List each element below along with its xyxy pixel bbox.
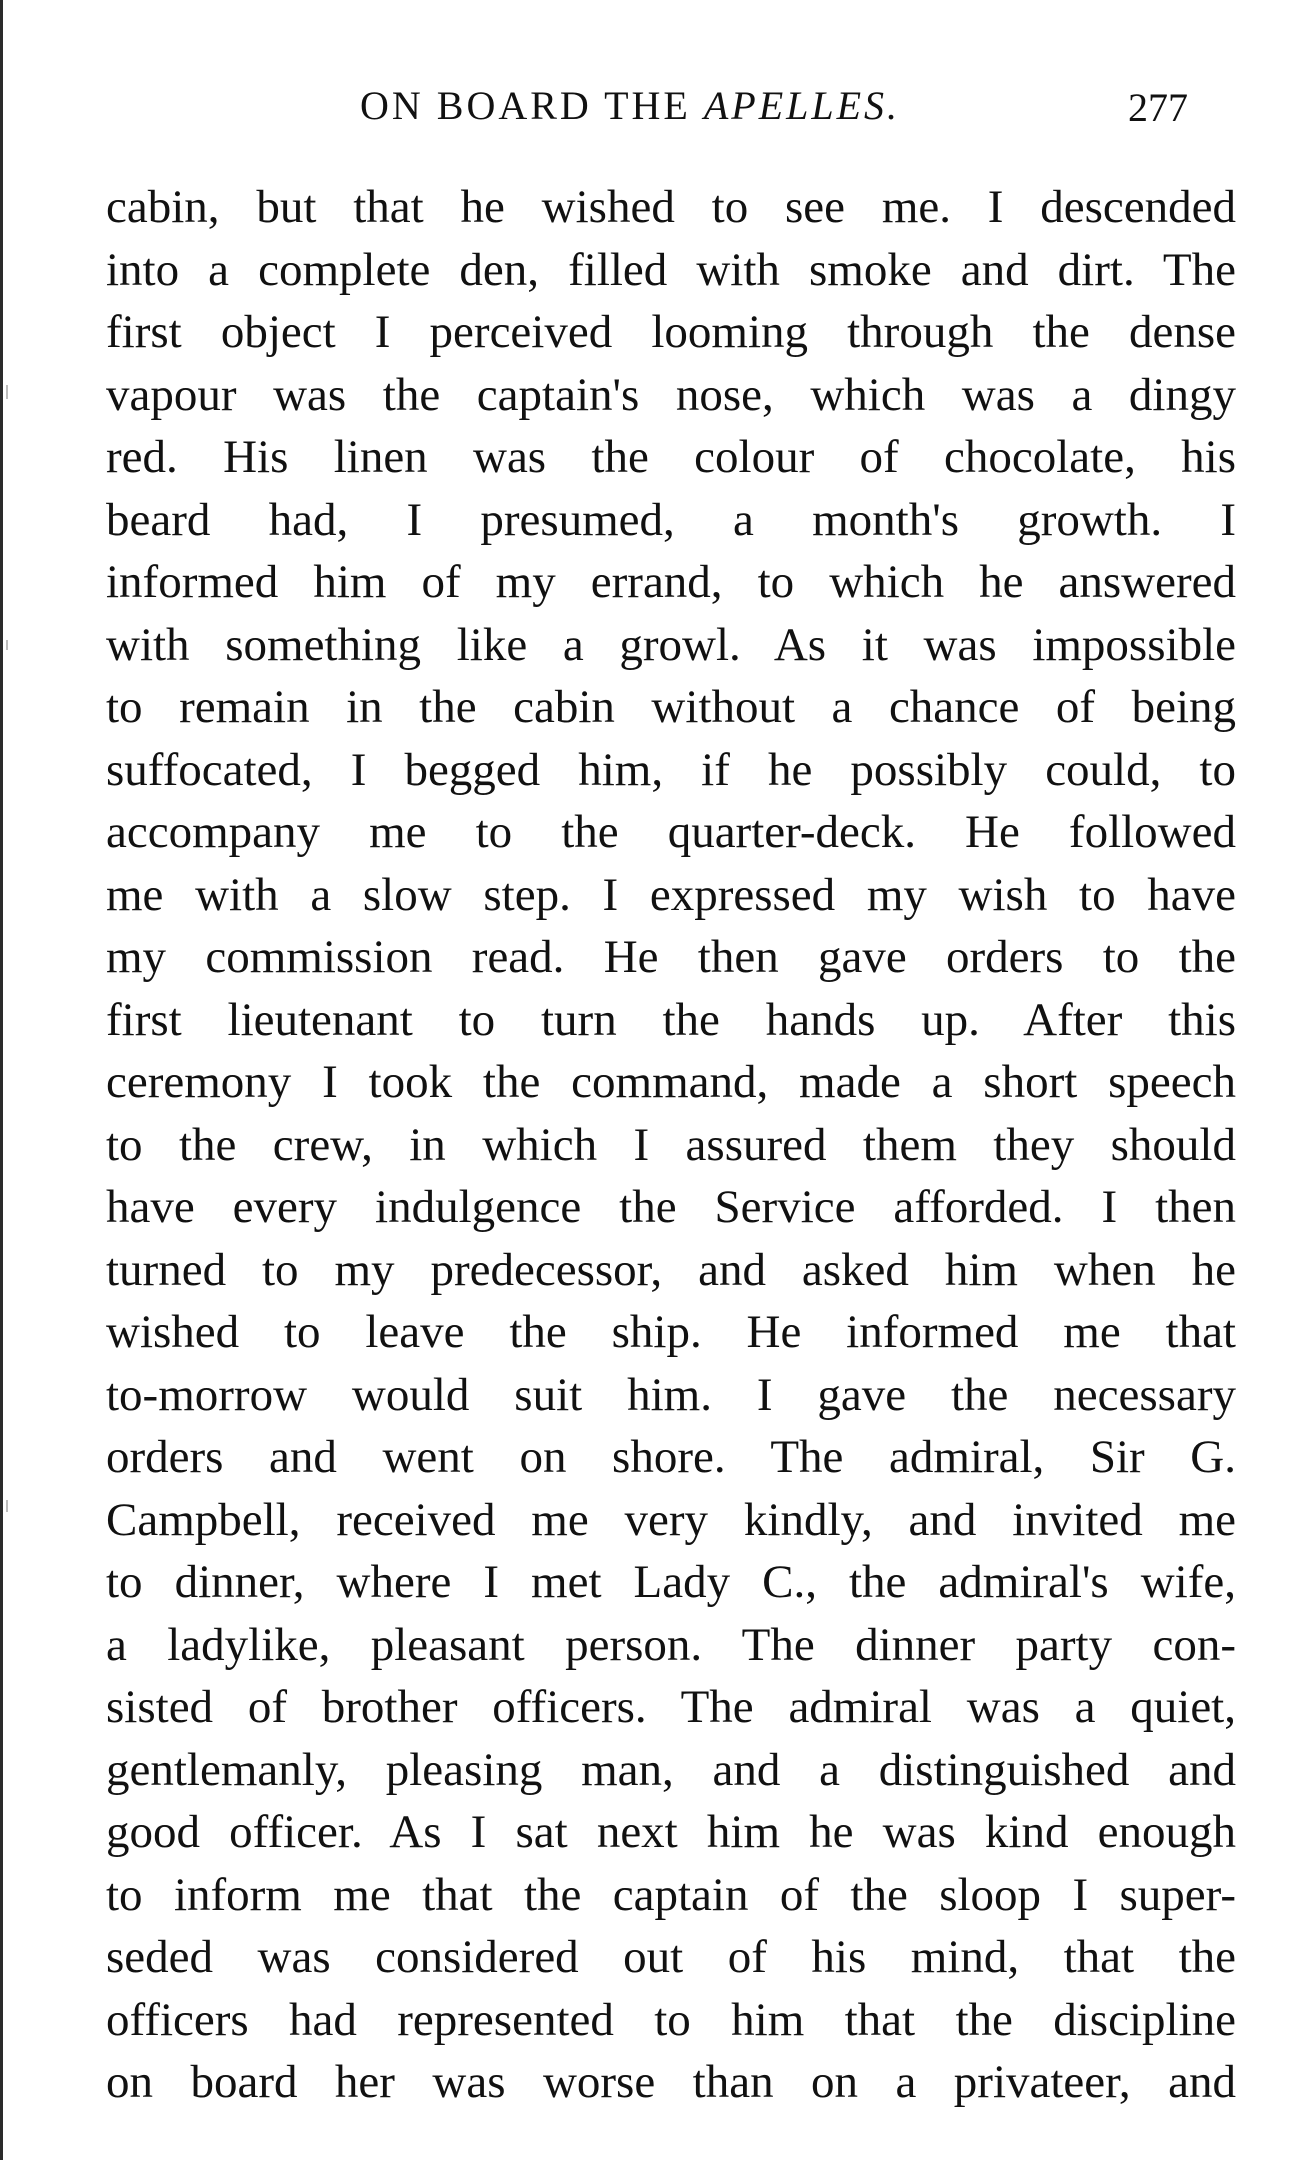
text-line: wished to leave the ship. He informed me that (106, 1306, 1236, 1358)
body-text (106, 176, 1236, 2114)
text-line: first lieutenant to turn the hands up. After this (106, 993, 1236, 1046)
text-line: sisted of brother officers. The admiral was a quiet, (106, 1681, 1236, 1733)
text-line: officers had represented to him that the discipline (106, 1993, 1236, 2046)
running-head-prefix: ON BOARD THE (360, 83, 704, 128)
text-line: to-morrow would suit him. I gave the necessary (106, 1368, 1236, 1421)
text-line: vapour was the captain's nose, which was a dingy (106, 368, 1236, 421)
text-line: with something like a growl. As it was impossible (106, 618, 1236, 671)
text-line: to the crew, in which I assured them they should (106, 1118, 1236, 1171)
text-line: orders and went on shore. The admiral, Sir G. (106, 1431, 1236, 1483)
text-line: gentlemanly, pleasing man, and a distinguished and (106, 1743, 1236, 1796)
text-line: my commission read. He then gave orders to the (106, 931, 1236, 983)
text-line: a ladylike, pleasant person. The dinner party con- (106, 1618, 1236, 1671)
text-line: seded was considered out of his mind, that the (106, 1931, 1236, 1983)
page-edge-line (0, 0, 3, 2160)
text-line: turned to my predecessor, and asked him when he (106, 1243, 1236, 1296)
running-head-ship-name: APELLES. (703, 83, 901, 128)
margin-speck (6, 640, 8, 650)
text-line: Campbell, received me very kindly, and invited me (106, 1493, 1236, 1546)
margin-speck (6, 1500, 8, 1512)
text-line: cabin, but that he wished to see me. I descended (106, 181, 1236, 233)
text-line: informed him of my errand, to which he answered (106, 556, 1236, 608)
page-header (0, 82, 1302, 142)
text-line: beard had, I presumed, a month's growth. I (106, 493, 1236, 546)
text-line: first object I perceived looming through the dense (106, 306, 1236, 358)
margin-speck (6, 385, 8, 399)
text-line: red. His linen was the colour of chocolate, his (106, 431, 1236, 483)
page-number: 277 (1128, 85, 1188, 130)
text-line: to remain in the cabin without a chance of being (106, 681, 1236, 733)
text-line: suffocated, I begged him, if he possibly could, to (106, 743, 1236, 796)
text-line: have every indulgence the Service afforded. I then (106, 1181, 1236, 1233)
text-line: me with a slow step. I expressed my wish to have (106, 868, 1236, 921)
text-line: ceremony I took the command, made a short speech (106, 1056, 1236, 1108)
text-line: into a complete den, filled with smoke and dirt. The (106, 243, 1236, 296)
text-line: to inform me that the captain of the sloop I super- (106, 1868, 1236, 1921)
running-head (360, 82, 900, 129)
text-line: to dinner, where I met Lady C., the admiral's wife, (106, 1556, 1236, 1608)
text-line: accompany me to the quarter-deck. He followed (106, 806, 1236, 858)
text-line: on board her was worse than on a privateer, and (106, 2056, 1236, 2108)
text-line: good officer. As I sat next him he was kind enough (106, 1806, 1236, 1858)
